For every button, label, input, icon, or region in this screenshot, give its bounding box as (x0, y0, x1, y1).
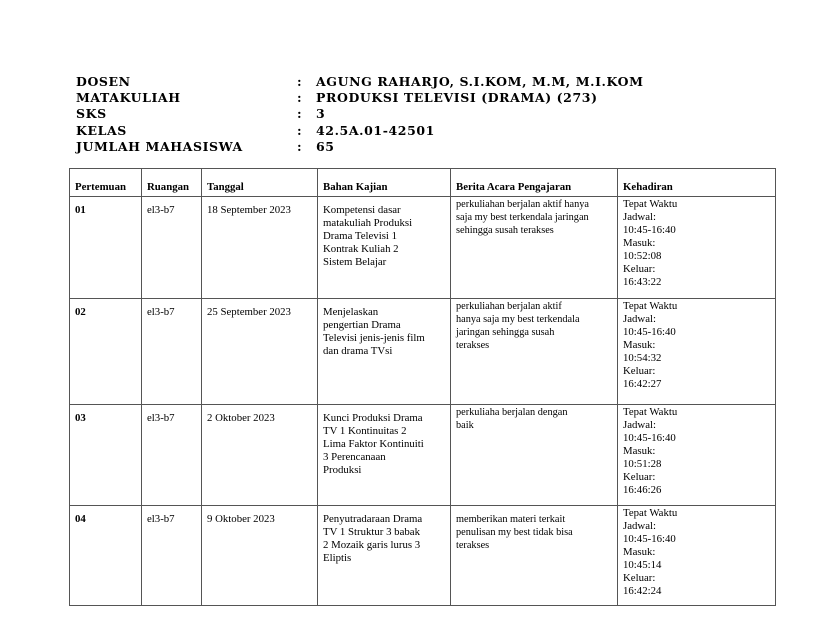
info-label: KELAS (76, 122, 127, 138)
cell-berita-acara (451, 506, 618, 606)
ruangan-value: el3-b7 (147, 204, 175, 216)
info-label: SKS (76, 106, 107, 122)
column-header-kehadiran: Kehadiran (618, 169, 776, 197)
cell-tanggal (202, 405, 318, 506)
ruangan-value: el3-b7 (147, 513, 175, 525)
bahan-kajian-text: Penyutradaraan Drama TV 1 Struktur 3 babak 2 Mozaik garis lurus 3 Eliptis (323, 513, 423, 564)
table-row (70, 197, 776, 299)
info-label: DOSEN (76, 74, 131, 89)
column-header-ruangan: Ruangan (142, 169, 202, 197)
cell-tanggal (202, 506, 318, 606)
attendance-table (69, 168, 776, 606)
bahan-kajian-text: Menjelaskan pengertian Drama Televisi jenis-jenis film dan drama TVsi (323, 306, 425, 357)
berita-acara-text: perkuliahan berjalan aktif hanya saja my best terkendala jaringan sehingga susah terakses (456, 301, 580, 351)
bahan-kajian-text: Kompetensi dasar matakuliah Produksi Drama Televisi 1 Kontrak Kuliah 2 Sistem Belajar (323, 204, 413, 268)
bahan-kajian-text: Kunci Produksi Drama TV 1 Kontinuitas 2 Lima Faktor Kontinuiti 3 Perencanaan Produksi (323, 412, 424, 476)
kehadiran-text: Tepat Waktu Jadwal: 10:45-16:40 Masuk: 10:51:28 Keluar: 16:46:26 (623, 406, 678, 496)
column-header-tanggal: Tanggal (202, 169, 318, 197)
cell-bahan-kajian (318, 405, 451, 506)
column-header-berita-acara: Berita Acara Pengajaran (451, 169, 618, 197)
cell-bahan-kajian (318, 299, 451, 405)
pertemuan-number: 02 (75, 306, 86, 318)
info-value-jumlah-mahasiswa: 65 (316, 138, 335, 154)
tanggal-value: 18 September 2023 (207, 204, 291, 216)
kehadiran-text: Tepat Waktu Jadwal: 10:45-16:40 Masuk: 10:54:32 Keluar: 16:42:27 (623, 300, 678, 390)
cell-kehadiran (618, 506, 776, 606)
cell-berita-acara (451, 299, 618, 405)
table-row (70, 506, 776, 606)
info-value-sks: 3 (316, 106, 326, 122)
berita-acara-text: perkuliahan berjalan aktif hanya saja my best terkendala jaringan sehingga susah terakses (456, 199, 589, 236)
cell-tanggal (202, 299, 318, 405)
cell-kehadiran (618, 197, 776, 299)
cell-tanggal (202, 197, 318, 299)
cell-ruangan (142, 299, 202, 405)
cell-berita-acara (451, 197, 618, 299)
berita-acara-text: perkuliaha berjalan dengan baik (456, 407, 568, 431)
info-colon: : (297, 90, 303, 106)
info-colon: : (297, 122, 303, 138)
ruangan-value: el3-b7 (147, 412, 175, 424)
info-value-matakuliah: PRODUKSI TELEVISI (DRAMA) (273) (316, 90, 598, 106)
cell-bahan-kajian (318, 197, 451, 299)
cell-berita-acara (451, 405, 618, 506)
cell-pertemuan (70, 405, 142, 506)
cell-pertemuan (70, 197, 142, 299)
info-value-dosen: AGUNG RAHARJO, S.I.KOM, M.M, M.I.KOM (316, 74, 644, 89)
cell-pertemuan (70, 299, 142, 405)
cell-pertemuan (70, 506, 142, 606)
cell-bahan-kajian (318, 506, 451, 606)
info-label: JUMLAH MAHASISWA (76, 138, 243, 154)
cell-ruangan (142, 506, 202, 606)
column-header-bahan-kajian: Bahan Kajian (318, 169, 451, 197)
table-header-row (70, 169, 776, 197)
berita-acara-text: memberikan materi terkait penulisan my best tidak bisa terakses (456, 514, 573, 551)
table-row (70, 299, 776, 405)
cell-ruangan (142, 197, 202, 299)
info-label: MATAKULIAH (76, 90, 181, 106)
info-colon: : (297, 106, 303, 122)
cell-ruangan (142, 405, 202, 506)
pertemuan-number: 01 (75, 204, 86, 216)
pertemuan-number: 04 (75, 513, 86, 525)
info-value-kelas: 42.5A.01-42501 (316, 122, 435, 138)
cell-kehadiran (618, 299, 776, 405)
tanggal-value: 9 Oktober 2023 (207, 513, 275, 525)
ruangan-value: el3-b7 (147, 306, 175, 318)
tanggal-value: 25 September 2023 (207, 306, 291, 318)
pertemuan-number: 03 (75, 412, 86, 424)
info-colon: : (297, 74, 303, 89)
kehadiran-text: Tepat Waktu Jadwal: 10:45-16:40 Masuk: 10:52:08 Keluar: 16:43:22 (623, 198, 678, 288)
cell-kehadiran (618, 405, 776, 506)
kehadiran-text: Tepat Waktu Jadwal: 10:45-16:40 Masuk: 10:45:14 Keluar: 16:42:24 (623, 507, 678, 597)
column-header-pertemuan: Pertemuan (70, 169, 142, 197)
tanggal-value: 2 Oktober 2023 (207, 412, 275, 424)
info-colon: : (297, 138, 303, 154)
table-row (70, 405, 776, 506)
